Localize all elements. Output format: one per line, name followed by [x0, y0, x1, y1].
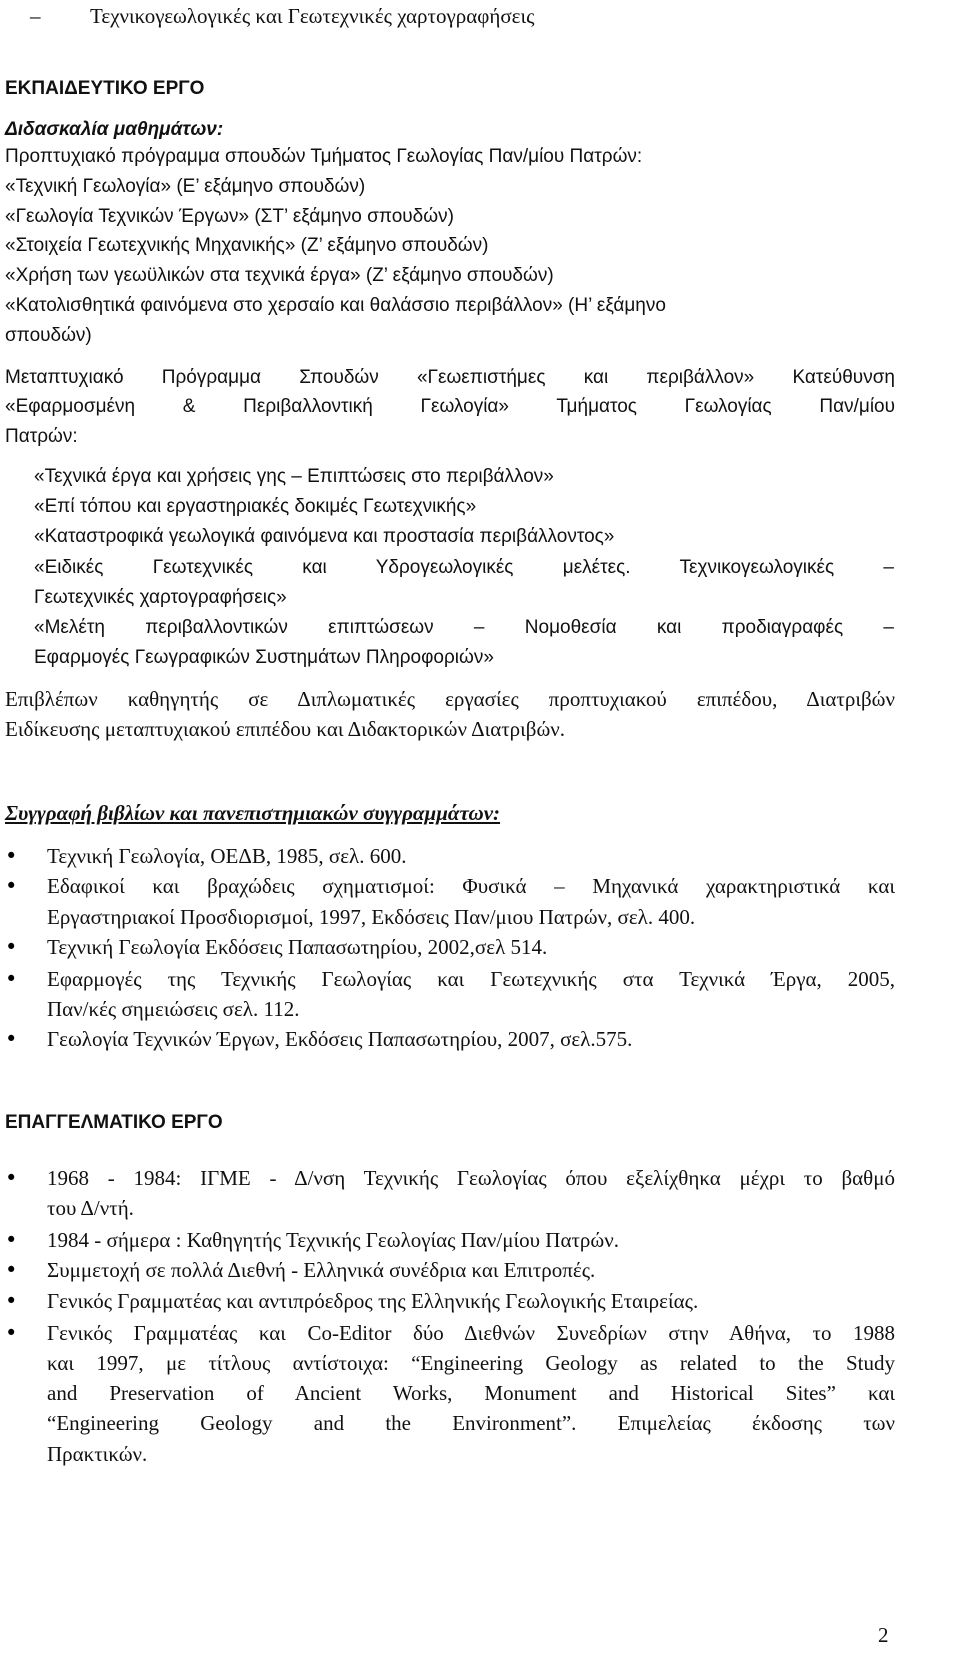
postgrad-course: «Μελέτη περιβαλλοντικών επιπτώσεων – Νομοθεσία και προδιαγραφές – [34, 617, 894, 638]
page-number: 2 [878, 1623, 889, 1647]
dash-marker: – [30, 4, 41, 28]
postgrad-line: Μεταπτυχιακό Πρόγραμμα Σπουδών «Γεωεπιστήμες και περιβάλλον» Κατεύθυνση [5, 367, 895, 388]
postgrad-line: «Εφαρμοσμένη & Περιβαλλοντική Γεωλογία» Τμήματος Γεωλογίας Παν/μίου [5, 396, 895, 417]
bullet-icon: • [5, 1228, 18, 1252]
bullet-icon: • [5, 1027, 18, 1051]
professional-item-continuation: “Engineering Geology and the Environment”. Επιμελείας έκδοσης των [47, 1411, 895, 1435]
postgrad-line: Πατρών: [5, 426, 78, 447]
professional-item: Γενικός Γραμματέας και Co-Editor δύο Διεθνών Συνεδρίων στην Αθήνα, το 1988 [47, 1321, 895, 1345]
postgrad-course: «Επί τόπου και εργαστηριακές δοκιμές Γεωτεχνικής» [34, 496, 477, 517]
professional-heading: ΕΠΑΓΓΕΛΜΑΤΙΚΟ ΕΡΓΟ [5, 1112, 223, 1133]
postgrad-course: «Καταστροφικά γεωλογικά φαινόμενα και προστασία περιβάλλοντος» [34, 526, 615, 547]
undergrad-line: «Στοιχεία Γεωτεχνικής Μηχανικής» (Ζ’ εξάμηνο σπουδών) [5, 235, 489, 256]
supervision-line: Ειδίκευσης μεταπτυχιακού επιπέδου και Διδακτορικών Διατριβών. [5, 717, 566, 741]
book-item: Τεχνική Γεωλογία, ΟΕΔΒ, 1985, σελ. 600. [47, 844, 407, 868]
bullet-icon: • [5, 1289, 18, 1313]
bullet-icon: • [5, 1258, 18, 1282]
professional-item-continuation: και 1997, με τίτλους αντίστοιχα: “Engineering Geology as related to the Study [47, 1351, 895, 1375]
postgrad-course: Γεωτεχνικές χαρτογραφήσεις» [34, 587, 287, 608]
postgrad-course: «Ειδικές Γεωτεχνικές και Υδρογεωλογικές μελέτες. Τεχνικογεωλογικές – [34, 557, 894, 578]
professional-item: Γενικός Γραμματέας και αντιπρόεδρος της Ελληνικής Γεωλογικής Εταιρείας. [47, 1289, 699, 1313]
bullet-icon: • [5, 844, 18, 868]
professional-item-continuation: του Δ/ντή. [47, 1196, 134, 1220]
professional-item: 1968 - 1984: ΙΓΜΕ - Δ/νση Τεχνικής Γεωλογίας όπου εξελίχθηκα μέχρι το βαθμό [47, 1166, 895, 1190]
bullet-icon: • [5, 1321, 18, 1345]
undergrad-line: «Κατολισθητικά φαινόμενα στο χερσαίο και θαλάσσιο περιβάλλον» (Η’ εξάμηνο [5, 295, 666, 316]
book-item: Τεχνική Γεωλογία Εκδόσεις Παπασωτηρίου, 2002,σελ 514. [47, 935, 548, 959]
postgrad-course: «Τεχνικά έργα και χρήσεις γης – Επιπτώσεις στο περιβάλλον» [34, 466, 554, 487]
bullet-icon: • [5, 935, 18, 959]
professional-item-continuation: and Preservation of Ancient Works, Monument and Historical Sites” και [47, 1381, 895, 1405]
teaching-subheading: Διδασκαλία μαθημάτων: [5, 119, 224, 140]
undergrad-line: Προπτυχιακό πρόγραμμα σπουδών Τμήματος Γεωλογίας Παν/μίου Πατρών: [5, 146, 643, 167]
bullet-icon: • [5, 1166, 18, 1190]
undergrad-line: σπουδών) [5, 325, 92, 346]
top-item-text: Τεχνικογεωλογικές και Γεωτεχνικές χαρτογραφήσεις [90, 4, 535, 28]
undergrad-line: «Τεχνική Γεωλογία» (Ε’ εξάμηνο σπουδών) [5, 176, 366, 197]
education-heading: ΕΚΠΑΙΔΕΥΤΙΚΟ ΕΡΓΟ [5, 78, 205, 99]
undergrad-line: «Χρήση των γεωϋλικών στα τεχνικά έργα» (Ζ’ εξάμηνο σπουδών) [5, 265, 554, 286]
book-item: Γεωλογία Τεχνικών Έργων, Εκδόσεις Παπασωτηρίου, 2007, σελ.575. [47, 1027, 633, 1051]
supervision-line: Επιβλέπων καθηγητής σε Διπλωματικές εργασίες προπτυχιακού επιπέδου, Διατριβών [5, 687, 895, 711]
professional-item: 1984 - σήμερα : Καθηγητής Τεχνικής Γεωλογίας Παν/μίου Πατρών. [47, 1228, 619, 1252]
book-item: Εδαφικοί και βραχώδεις σχηματισμοί: Φυσικά – Μηχανικά χαρακτηριστικά και [47, 874, 895, 898]
professional-item: Συμμετοχή σε πολλά Διεθνή - Ελληνικά συνέδρια και Επιτροπές. [47, 1258, 596, 1282]
book-item-continuation: Παν/κές σημειώσεις σελ. 112. [47, 997, 300, 1021]
professional-item-continuation: Πρακτικών. [47, 1442, 148, 1466]
books-heading: Συγγραφή βιβλίων και πανεπιστημιακών συγγραμμάτων: [5, 801, 501, 825]
book-item-continuation: Εργαστηριακοί Προσδιορισμοί, 1997, Εκδόσεις Παν/μιου Πατρών, σελ. 400. [47, 905, 696, 929]
book-item: Εφαρμογές της Τεχνικής Γεωλογίας και Γεωτεχνικής στα Τεχνικά Έργα, 2005, [47, 967, 895, 991]
undergrad-line: «Γεωλογία Τεχνικών Έργων» (ΣΤ’ εξάμηνο σπουδών) [5, 206, 454, 227]
bullet-icon: • [5, 874, 18, 898]
postgrad-course: Εφαρμογές Γεωγραφικών Συστημάτων Πληροφοριών» [34, 647, 494, 668]
bullet-icon: • [5, 967, 18, 991]
